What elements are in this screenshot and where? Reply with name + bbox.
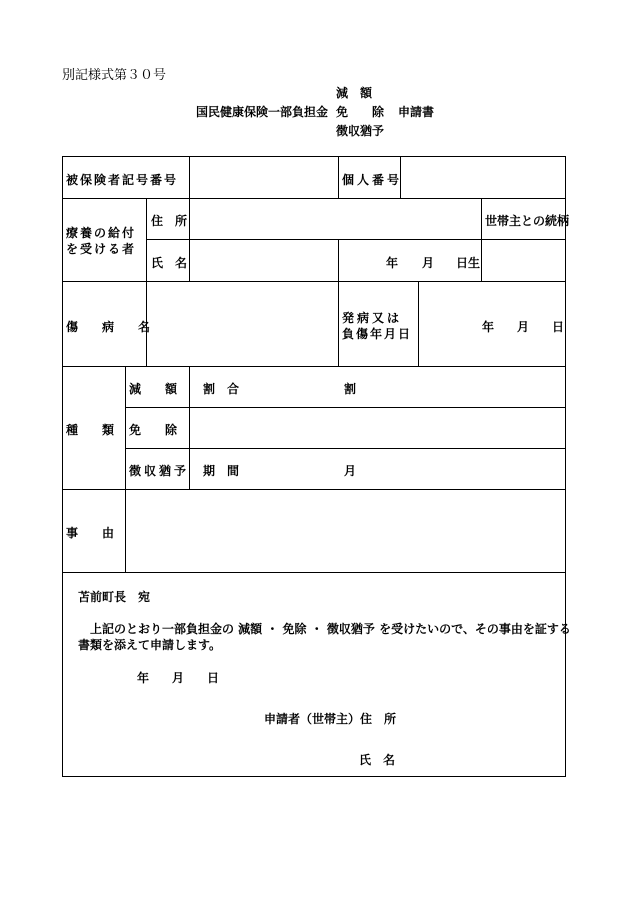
onset-year-label: 年 [482,320,495,334]
row-divider [63,198,565,199]
applicant-name-label: 氏 名 [359,753,396,767]
type-label: 種 類 [66,423,115,437]
period-unit: 月 [344,464,357,478]
form-number: 別記様式第３０号 [62,68,167,83]
col-divider [338,157,339,198]
name-field[interactable] [192,242,335,278]
date-year-label: 年 [137,671,150,685]
insured-number-label: 被保険者記号番号 [66,173,179,187]
declaration-body-line2: 書類を添えて申請します。 [78,638,222,652]
reduction-label: 減 額 [129,382,178,396]
col-divider [189,366,190,489]
ratio-unit: 割 [344,382,357,396]
recipient-label-line2: を受ける者 [66,242,137,256]
row-divider [125,448,565,449]
birth-year-label: 年 [386,256,399,270]
relation-label: 世帯主との続柄 [485,214,570,228]
individual-number-field[interactable] [403,160,563,196]
exemption-label: 免 除 [129,423,178,437]
address-field[interactable] [192,201,478,237]
row-divider [63,281,565,282]
onset-month-label: 月 [517,320,530,334]
col-divider [125,366,126,572]
title-option-deferral: 徴収猶予 [336,124,385,138]
onset-day-label: 日 [552,320,565,334]
row-divider [125,407,565,408]
addressee: 苫前町長 宛 [78,590,151,604]
insured-number-field[interactable] [192,160,335,196]
name-label: 氏 名 [151,256,188,270]
birth-day-label: 日生 [456,256,481,270]
row-divider [63,489,565,490]
birth-month-label: 月 [422,256,435,270]
period-label: 期 間 [203,464,240,478]
disease-field[interactable] [149,284,335,363]
col-divider [146,198,147,281]
row-divider [146,239,565,240]
disease-label: 傷 病 名 [66,320,151,334]
col-divider [481,198,482,281]
date-month-label: 月 [172,671,185,685]
col-divider [338,239,339,281]
deferral-label: 徴収猶予 [129,464,190,478]
date-day-label: 日 [207,671,220,685]
page-title: 国民健康保険一部負担金 [196,105,329,119]
col-divider [338,281,339,366]
individual-number-label: 個人番号 [342,173,403,187]
onset-label-line1: 発病又は [342,311,403,325]
title-option-exemption: 免 除 [336,105,385,119]
recipient-label-line1: 療養の給付 [66,226,137,240]
col-divider [418,281,419,366]
ratio-label: 割 合 [203,382,240,396]
address-label: 住 所 [151,214,188,228]
reason-field[interactable] [128,492,563,570]
applicant-address-label: 申請者（世帯主）住 所 [264,712,397,726]
onset-label-line2: 負傷年月日 [342,327,413,341]
row-divider [63,366,565,367]
title-option-reduction: 減 額 [336,86,373,100]
col-divider [189,198,190,281]
relation-field[interactable] [484,242,563,278]
title-suffix: 申請書 [398,105,435,119]
declaration-body-line1: 上記のとおり一部負担金の 減額 ・ 免除 ・ 徴収猶予 を受けたいので、その事由を証する [90,622,571,636]
reason-label: 事 由 [66,526,115,540]
col-divider [189,157,190,198]
